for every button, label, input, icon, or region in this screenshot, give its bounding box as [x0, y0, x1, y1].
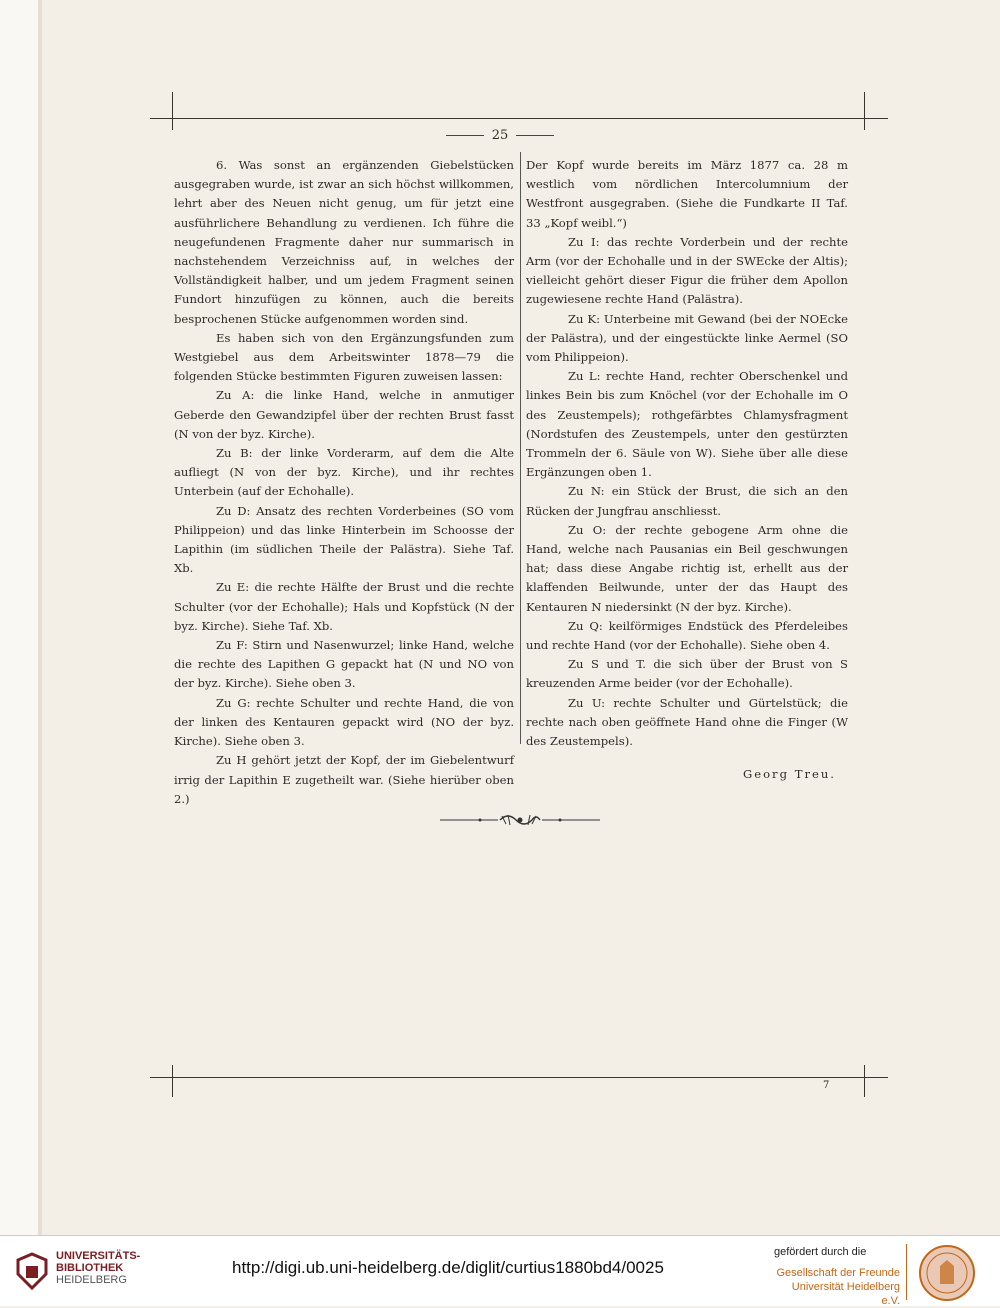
left-column [174, 156, 514, 809]
library-name-line: HEIDELBERG [56, 1274, 127, 1286]
paragraph: Zu U: rechte Schulter und Gürtelstück; die rechte nach oben geöffnete Hand ohne die Finger (W des Zeustempels). [526, 695, 848, 749]
paragraph: Zu L: rechte Hand, rechter Oberschenkel und linkes Bein bis zum Knöchel (vor der Echohalle im O des Zeustempels); rothgefärbtes Chlamysfragment (Nordstufen des Zeustempels, unter den gestürzten Trommeln der 6. Säule von W). Siehe über alle diese Ergänzungen oben 1. [526, 369, 848, 480]
left-frame-mark-top [172, 92, 173, 130]
bottom-rule [150, 1077, 888, 1078]
sponsor-label: gefördert durch die [774, 1246, 867, 1258]
library-name-line: UNIVERSITÄTS- [56, 1250, 141, 1262]
university-seal-icon [918, 1244, 976, 1302]
page-binding-shadow [38, 0, 42, 1235]
paragraph: Es haben sich von den Ergänzungsfunden zum Westgiebel aus dem Arbeitswinter 1878—79 die folgenden Stücke bestimmten Figuren zuweisen lassen: [174, 330, 514, 384]
paragraph: Zu G: rechte Schulter und rechte Hand, die von der linken des Kentauren gepackt wird (NO der byz. Kirche). Siehe oben 3. [174, 695, 514, 749]
library-name-line: BIBLIOTHEK [56, 1262, 124, 1274]
sponsor-name[interactable] [772, 1266, 900, 1308]
author-signature: Georg Treu. [742, 767, 836, 782]
paragraph: Zu S und T. die sich über der Brust von S kreuzenden Arme beider (vor der Echohalle). [526, 657, 848, 691]
column-divider [520, 152, 521, 744]
footer-number: 7 [823, 1080, 830, 1091]
paragraph: Der Kopf wurde bereits im März 1877 ca. 28 m westlich vom nördlichen Intercolumnium der Westfront ausgegraben. (Siehe die Fundkarte II Taf. 33 „Kopf weibl.“) [526, 158, 848, 230]
paragraph: Zu I: das rechte Vorderbein und der rechte Arm (vor der Echohalle und in der SWEcke der Altis); vielleicht gehört dieser Figur die früher dem Apollon zugewiesene rechte Hand (Palästra). [526, 234, 848, 307]
right-frame-mark-bottom [864, 1065, 865, 1097]
left-frame-mark-bottom [172, 1065, 173, 1097]
paragraph: Zu N: ein Stück der Brust, die sich an den Rücken der Jungfrau anschliesst. [526, 484, 848, 518]
right-column [526, 156, 848, 785]
paragraph: Zu F: Stirn und Nasenwurzel; linke Hand, welche die rechte des Lapithen G gepackt hat (N und NO von der byz. Kirche). Siehe oben 3. [174, 638, 514, 691]
sponsor-name-line: Universität Heidelberg e.V. [791, 1281, 900, 1307]
sponsor-name-line: Gesellschaft der Freunde [776, 1267, 900, 1279]
paragraph: Zu H gehört jetzt der Kopf, der im Giebelentwurf irrig der Lapithin E zugetheilt war. (Siehe hierüber oben 2.) [174, 753, 514, 806]
paragraph: Zu E: die rechte Hälfte der Brust und die rechte Schulter (vor der Echohalle); Hals und Kopfstück (N der byz. Kirche). Siehe Taf. Xb. [174, 580, 514, 633]
paragraph: Zu Q: keilförmiges Endstück des Pferdeleibes und rechte Hand (vor der Echohalle). Siehe oben 4. [526, 618, 848, 653]
right-frame-mark-top [864, 92, 865, 130]
paragraph: Zu A: die linke Hand, welche in anmutiger Geberde den Gewandzipfel über der rechten Brust fasst (N von der byz. Kirche). [174, 388, 514, 441]
library-name[interactable] [56, 1250, 140, 1286]
page-binding-edge [0, 0, 39, 1235]
paragraph: 6. Was sonst an ergänzenden Giebelstücken ausgegraben wurde, ist zwar an sich höchst willkommen, lehrt aber des Neuen nicht genug, um für jetzt eine ausführlichere Behandlung zu verdienen. Ich führe die neugefundenen Fragmente daher nur summarisch in nachstehendem Verzeichniss auf, in welches der Vollständigkeit halber, und um jedem Fragment seinen Fundort hinzufügen zu können, auch die bereits besprochenen Stücke aufgenommen worden sind. [174, 158, 514, 326]
permalink-url[interactable]: http://digi.ub.uni-heidelberg.de/diglit/curtius1880bd4/0025 [232, 1258, 664, 1277]
ornament-icon [440, 810, 600, 830]
paragraph: Zu B: der linke Vorderarm, auf dem die Alte aufliegt (N von der byz. Kirche), und ihr rechtes Unterbein (auf der Echohalle). [174, 446, 514, 499]
page-number: 25 [0, 128, 1000, 143]
top-rule [150, 118, 888, 119]
footer-separator [906, 1244, 907, 1300]
paragraph: Zu K: Unterbeine mit Gewand (bei der NOEcke der Palästra), und der eingestückte linke Aermel (SO vom Philippeion). [526, 311, 848, 365]
library-logo-icon[interactable] [14, 1252, 50, 1292]
paragraph: Zu D: Ansatz des rechten Vorderbeines (SO vom Philippeion) und das linke Hinterbein im Schoosse der Lapithin (im südlichen Theile der Palästra). Siehe Taf. Xb. [174, 503, 514, 576]
paragraph: Zu O: der rechte gebogene Arm ohne die Hand, welche nach Pausanias ein Beil geschwungen hat; dass diese Angabe richtig ist, erhellt aus der klaffenden Beilwunde, unter der das Haupt des Kentauren N niedersinkt (N der byz. Kirche). [526, 522, 848, 614]
footer-bar [0, 1235, 1000, 1306]
